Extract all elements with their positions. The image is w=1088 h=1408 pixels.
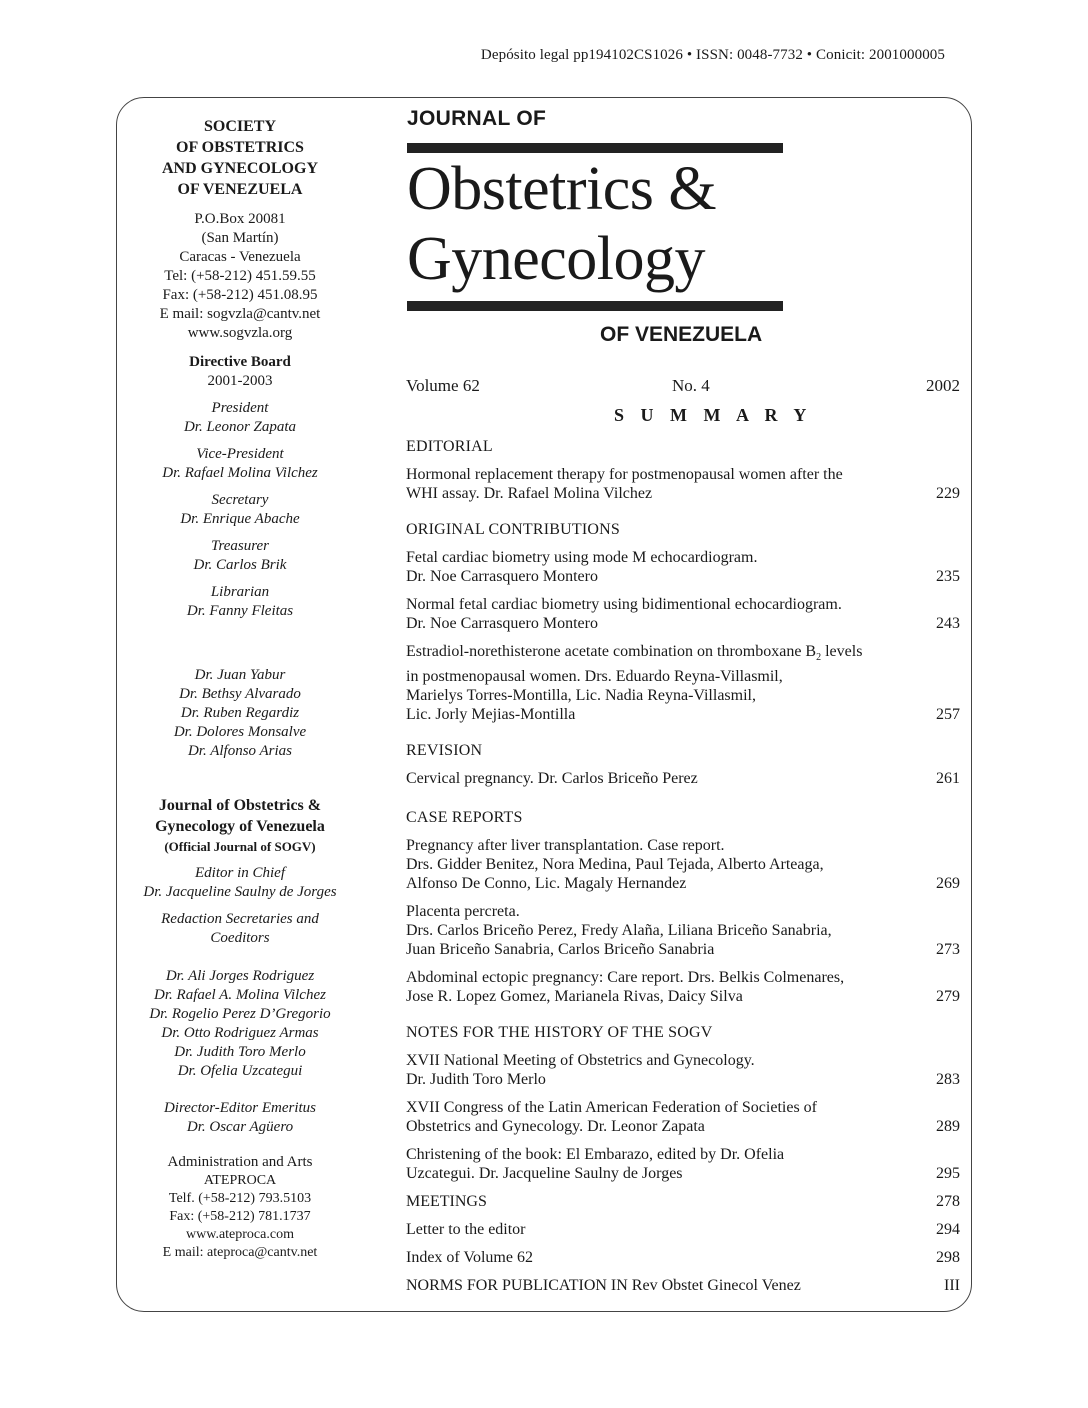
- officer-name: Dr. Fanny Fleitas: [186, 603, 294, 619]
- page-number: 273: [936, 941, 960, 959]
- coeditor-name: Dr. Ali Jorges Rodriguez: [165, 968, 315, 984]
- journal-title-line: Obstetrics &: [407, 155, 717, 223]
- board-title: Directive Board: [189, 354, 291, 370]
- redaction-title: Coeditors: [210, 930, 270, 946]
- officer-name: Dr. Leonor Zapata: [183, 419, 297, 435]
- emeritus-name: Dr. Oscar Agüero: [186, 1119, 294, 1135]
- address-line: Caracas - Venezuela: [179, 249, 301, 265]
- entry-line: Index of Volume 62: [406, 1249, 533, 1267]
- address-line: (San Martín): [201, 230, 279, 246]
- issue-number: No. 4: [672, 376, 710, 395]
- board-member: Dr. Dolores Monsalve: [173, 724, 307, 740]
- entry-line: Abdominal ectopic pregnancy: Care report. Drs. Belkis Colmenares,: [406, 969, 845, 987]
- board-years: 2001-2003: [207, 373, 273, 389]
- society-name-line: OF OBSTETRICS: [176, 139, 304, 156]
- section-heading: MEETINGS: [406, 1193, 487, 1211]
- toc-entry[interactable]: [406, 548, 960, 586]
- address-line: P.O.Box 20081: [194, 211, 286, 227]
- entry-line: Dr. Judith Toro Merlo: [406, 1071, 546, 1089]
- toc-entry[interactable]: [406, 1051, 960, 1089]
- journal-title-line: Gynecology: [407, 225, 706, 293]
- journal-info: [120, 795, 360, 1262]
- entry-line: Jose R. Lopez Gomez, Marianela Rivas, Daicy Silva: [406, 988, 743, 1006]
- page-number: 269: [936, 875, 960, 893]
- entry-line: Placenta percreta.: [406, 903, 520, 921]
- toc-entry[interactable]: [406, 769, 960, 788]
- admin-line: www.ateproca.com: [186, 1227, 294, 1242]
- entry-text: levels: [821, 643, 863, 660]
- coeditor-name: Dr. Rafael A. Molina Vilchez: [154, 987, 326, 1003]
- society-name-line: AND GYNECOLOGY: [161, 160, 318, 177]
- entry-line: Christening of the book: El Embarazo, edited by Dr. Ofelia: [406, 1146, 785, 1164]
- journal-of-label: JOURNAL OF: [407, 107, 547, 130]
- admin-title: Administration and Arts: [167, 1154, 313, 1170]
- entry-line: XVII Congress of the Latin American Federation of Societies of: [406, 1099, 817, 1117]
- page-number: 279: [936, 988, 960, 1006]
- page-number: 295: [936, 1165, 960, 1183]
- masthead-rule-bottom: [407, 301, 783, 311]
- entry-line: Cervical pregnancy. Dr. Carlos Briceño Perez: [406, 770, 698, 788]
- officer-role: Vice-President: [196, 446, 284, 462]
- page-number: 229: [936, 485, 960, 502]
- emeritus-role: Director-Editor Emeritus: [163, 1100, 317, 1116]
- phone-line: Tel: (+58-212) 451.59.55: [164, 268, 316, 284]
- entry-line: Alfonso De Conno, Lic. Magaly Hernandez: [406, 875, 687, 893]
- toc-entry[interactable]: [406, 1192, 960, 1211]
- toc-entry[interactable]: [406, 836, 960, 893]
- entry-line: Drs. Gidder Benitez, Nora Medina, Paul Tejada, Alberto Arteaga,: [406, 856, 824, 874]
- toc-entry[interactable]: [406, 968, 960, 1006]
- page-number: 243: [936, 615, 960, 632]
- admin-line: E mail: ateproca@cantv.net: [162, 1245, 318, 1260]
- entry-line: Uzcategui. Dr. Jacqueline Saulny de Jorges: [406, 1165, 683, 1183]
- toc-entry[interactable]: [406, 1248, 960, 1267]
- page-number: 257: [936, 706, 960, 724]
- page-number: 294: [936, 1221, 960, 1239]
- toc-entry[interactable]: [406, 1220, 960, 1239]
- society-address: [120, 210, 360, 343]
- admin-line: Fax: (+58-212) 781.1737: [169, 1209, 311, 1224]
- toc-entry[interactable]: [406, 642, 960, 724]
- society-name: [120, 116, 360, 200]
- page-number: 278: [936, 1193, 960, 1211]
- email-line: E mail: sogvzla@cantv.net: [159, 306, 321, 322]
- editor-role: Editor in Chief: [195, 865, 285, 881]
- toc-entry[interactable]: [406, 465, 960, 503]
- entry-line: Letter to the editor: [406, 1221, 526, 1239]
- toc-entry[interactable]: [406, 1276, 960, 1295]
- page-number: 289: [936, 1118, 960, 1136]
- entry-line: WHI assay. Dr. Rafael Molina Vilchez: [406, 485, 653, 502]
- of-venezuela-label: OF VENEZUELA: [600, 323, 763, 346]
- left-column: [120, 116, 360, 1262]
- table-of-contents: [406, 437, 960, 1295]
- toc-entry[interactable]: [406, 595, 960, 633]
- page-number: 298: [936, 1249, 960, 1267]
- entry-line: Marielys Torres-Montilla, Lic. Nadia Reyna-Villasmil,: [406, 687, 756, 705]
- page-number: 261: [936, 770, 960, 788]
- officer-name: Dr. Carlos Brik: [193, 557, 287, 573]
- toc-entry[interactable]: [406, 1145, 960, 1183]
- officer-role: Secretary: [211, 492, 269, 508]
- website-line: www.sogvzla.org: [187, 325, 293, 341]
- entry-line: Pregnancy after liver transplantation. Case report.: [406, 837, 725, 855]
- entry-line: Fetal cardiac biometry using mode M echocardiogram.: [406, 549, 758, 566]
- directive-board: [120, 353, 360, 761]
- section-heading: REVISION: [406, 742, 483, 760]
- officer-role: Treasurer: [210, 538, 270, 554]
- society-name-line: SOCIETY: [203, 118, 277, 135]
- toc-entry[interactable]: [406, 902, 960, 959]
- entry-line: NORMS FOR PUBLICATION IN Rev Obstet Ginecol Venez: [406, 1277, 801, 1295]
- entry-line: Lic. Jorly Mejias-Montilla: [406, 706, 576, 724]
- entry-line: XVII National Meeting of Obstetrics and Gynecology.: [406, 1052, 755, 1070]
- entry-line: Obstetrics and Gynecology. Dr. Leonor Zapata: [406, 1118, 705, 1136]
- section-heading: EDITORIAL: [406, 438, 493, 455]
- entry-line: [406, 642, 910, 667]
- journal-info-title: Journal of Obstetrics &: [158, 797, 322, 814]
- summary-heading: S U M M A R Y: [614, 405, 813, 425]
- coeditor-name: Dr. Otto Rodriguez Armas: [161, 1025, 319, 1041]
- coeditor-name: Dr. Ofelia Uzcategui: [177, 1063, 303, 1079]
- journal-info-title: Gynecology of Venezuela: [155, 818, 325, 835]
- entry-line: Drs. Carlos Briceño Perez, Fredy Alaña, Liliana Briceño Sanabria,: [406, 922, 832, 940]
- coeditor-name: Dr. Rogelio Perez D’Gregorio: [149, 1006, 331, 1022]
- fax-line: Fax: (+58-212) 451.08.95: [162, 287, 318, 303]
- page-number: 235: [936, 568, 960, 585]
- officer-name: Dr. Rafael Molina Vilchez: [162, 465, 318, 481]
- editor-name: Dr. Jacqueline Saulny de Jorges: [143, 884, 337, 900]
- masthead-rule-top: [407, 143, 783, 153]
- entry-line: Hormonal replacement therapy for postmenopausal women after the: [406, 466, 843, 483]
- board-member: Dr. Alfonso Arias: [187, 743, 293, 759]
- society-name-line: OF VENEZUELA: [177, 181, 303, 198]
- official-journal-note: (Official Journal of SOGV): [164, 839, 316, 854]
- officer-name: Dr. Enrique Abache: [180, 511, 300, 527]
- admin-line: Telf. (+58-212) 793.5103: [168, 1191, 312, 1206]
- entry-line: Dr. Noe Carrasquero Montero: [406, 568, 598, 585]
- volume-label: Volume 62: [406, 376, 480, 395]
- entry-text: Estradiol-norethisterone acetate combination on thromboxane B: [406, 643, 817, 660]
- section-heading: CASE REPORTS: [406, 809, 523, 827]
- page-number: III: [944, 1277, 960, 1295]
- section-heading: ORIGINAL CONTRIBUTIONS: [406, 521, 621, 538]
- entry-line: Normal fetal cardiac biometry using bidimentional echocardiogram.: [406, 596, 842, 613]
- officer-role: Librarian: [210, 584, 270, 600]
- officer-role: President: [211, 400, 269, 416]
- section-heading: NOTES FOR THE HISTORY OF THE SOGV: [406, 1024, 713, 1042]
- coeditor-name: Dr. Judith Toro Merlo: [174, 1044, 306, 1060]
- subscript: 2: [816, 652, 822, 664]
- board-member: Dr. Juan Yabur: [194, 667, 286, 683]
- redaction-title: Redaction Secretaries and: [161, 911, 319, 927]
- entry-line: in postmenopausal women. Drs. Eduardo Reyna-Villasmil,: [406, 668, 783, 686]
- issue-year: 2002: [926, 376, 960, 395]
- legal-deposit-line: Depósito legal pp194102CS1026 • ISSN: 0048-7732 • Conicit: 2001000005: [480, 47, 945, 63]
- entry-line: Dr. Noe Carrasquero Montero: [406, 615, 598, 632]
- masthead: [407, 107, 967, 311]
- board-member: Dr. Ruben Regardiz: [180, 705, 300, 721]
- board-member: Dr. Bethsy Alvarado: [179, 686, 301, 702]
- toc-entry[interactable]: [406, 1098, 960, 1136]
- page-number: 283: [936, 1071, 960, 1089]
- admin-line: ATEPROCA: [203, 1173, 277, 1188]
- entry-line: Juan Briceño Sanabria, Carlos Briceño Sanabria: [406, 941, 715, 959]
